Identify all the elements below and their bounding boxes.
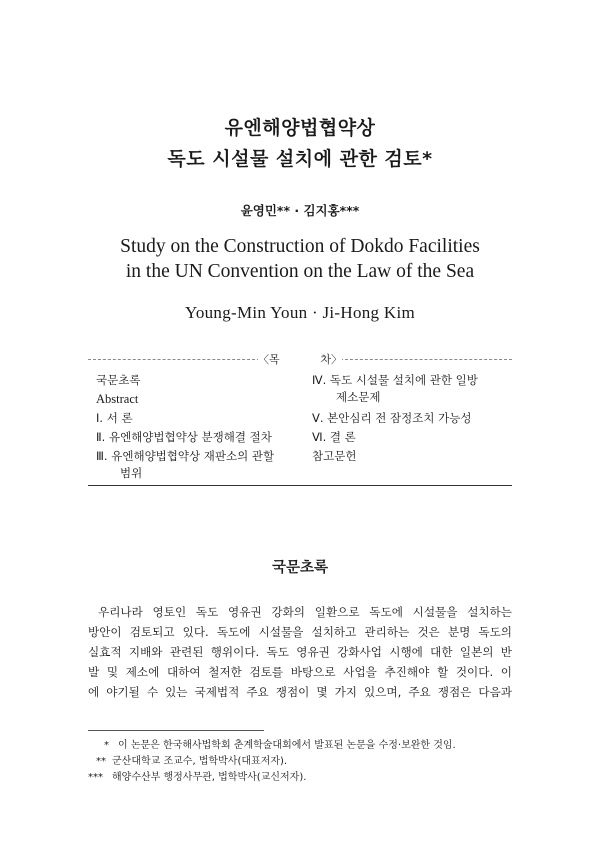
footnote-mark: *** — [88, 772, 103, 783]
english-title-line1: Study on the Construction of Dokdo Facilities — [120, 236, 480, 257]
toc-item-introduction[interactable]: Ⅰ. 서 론 — [96, 411, 133, 425]
toc-top-rule-right — [340, 359, 512, 360]
toc-title — [258, 351, 342, 367]
toc-item-references[interactable]: 참고문헌 — [312, 449, 357, 463]
toc-top-rule-left — [88, 359, 260, 360]
toc-item-section-4-cont[interactable]: 제소문제 — [336, 390, 381, 404]
footnote-rule — [88, 730, 264, 731]
body-line: 우리나라 영토인 독도 영유권 강화의 일환으로 독도에 시설물을 설치하는 — [98, 605, 512, 619]
footnote-text: 군산대학교 조교수, 법학박사(대표저자). — [112, 756, 288, 767]
section-heading: 국문초록 — [271, 560, 329, 576]
korean-title-line2: 독도 시설물 설치에 관한 검토* — [167, 148, 433, 170]
english-title-line2: in the UN Convention on the Law of the Sea — [125, 261, 475, 282]
body-line: 발 및 제소에 대하여 철저한 검토를 바탕으로 사업을 추진해야 할 것이다. 이 — [88, 665, 512, 679]
toc-item-abstract[interactable]: Abstract — [96, 392, 139, 406]
toc-item-section-3[interactable]: Ⅲ. 유엔해양법협약상 재판소의 관할 — [96, 449, 275, 463]
toc-item-section-5[interactable]: Ⅴ. 본안심리 전 잠정조치 가능성 — [312, 411, 472, 425]
footnote-mark: ** — [96, 756, 106, 767]
body-line: 방안이 검토되고 있다. 독도에 시설물을 설치하고 관리하는 것은 분명 독도의 — [88, 625, 512, 639]
body-line: 에 야기될 수 있는 국제법적 주요 쟁점이 몇 가지 있으며, 주요 쟁점은 다음과 — [88, 685, 512, 699]
body-line: 실효적 지배와 관련된 행위이다. 독도 영유권 강화사업 시행에 대한 일본의 반 — [88, 645, 512, 659]
footnote-mark: * — [104, 740, 109, 751]
toc-item-conclusion[interactable]: Ⅵ. 결 론 — [312, 430, 356, 444]
english-authors: Young-Min Youn · Ji-Hong Kim — [184, 303, 416, 322]
toc-item-section-3-cont[interactable]: 범위 — [120, 466, 143, 480]
toc-title-right: 차〉 — [320, 353, 342, 366]
footnote-text: 이 논문은 한국해사법학회 춘계학술대회에서 발표된 논문을 수정·보완한 것임. — [118, 740, 456, 751]
toc-item-section-4[interactable]: Ⅳ. 독도 시설물 설치에 관한 일방 — [312, 373, 478, 387]
toc-bottom-rule — [88, 485, 512, 486]
korean-authors: 윤영민** · 김지홍*** — [240, 203, 360, 218]
toc-item-section-2[interactable]: Ⅱ. 유엔해양법협약상 분쟁해결 절차 — [96, 430, 272, 444]
toc-title-left: 〈목 — [258, 353, 280, 366]
toc-item-korean-abstract[interactable]: 국문초록 — [96, 373, 141, 387]
footnote-text: 해양수산부 행정사무관, 법학박사(교신저자). — [112, 772, 307, 783]
korean-title-line1: 유엔해양법협약상 — [224, 117, 376, 139]
